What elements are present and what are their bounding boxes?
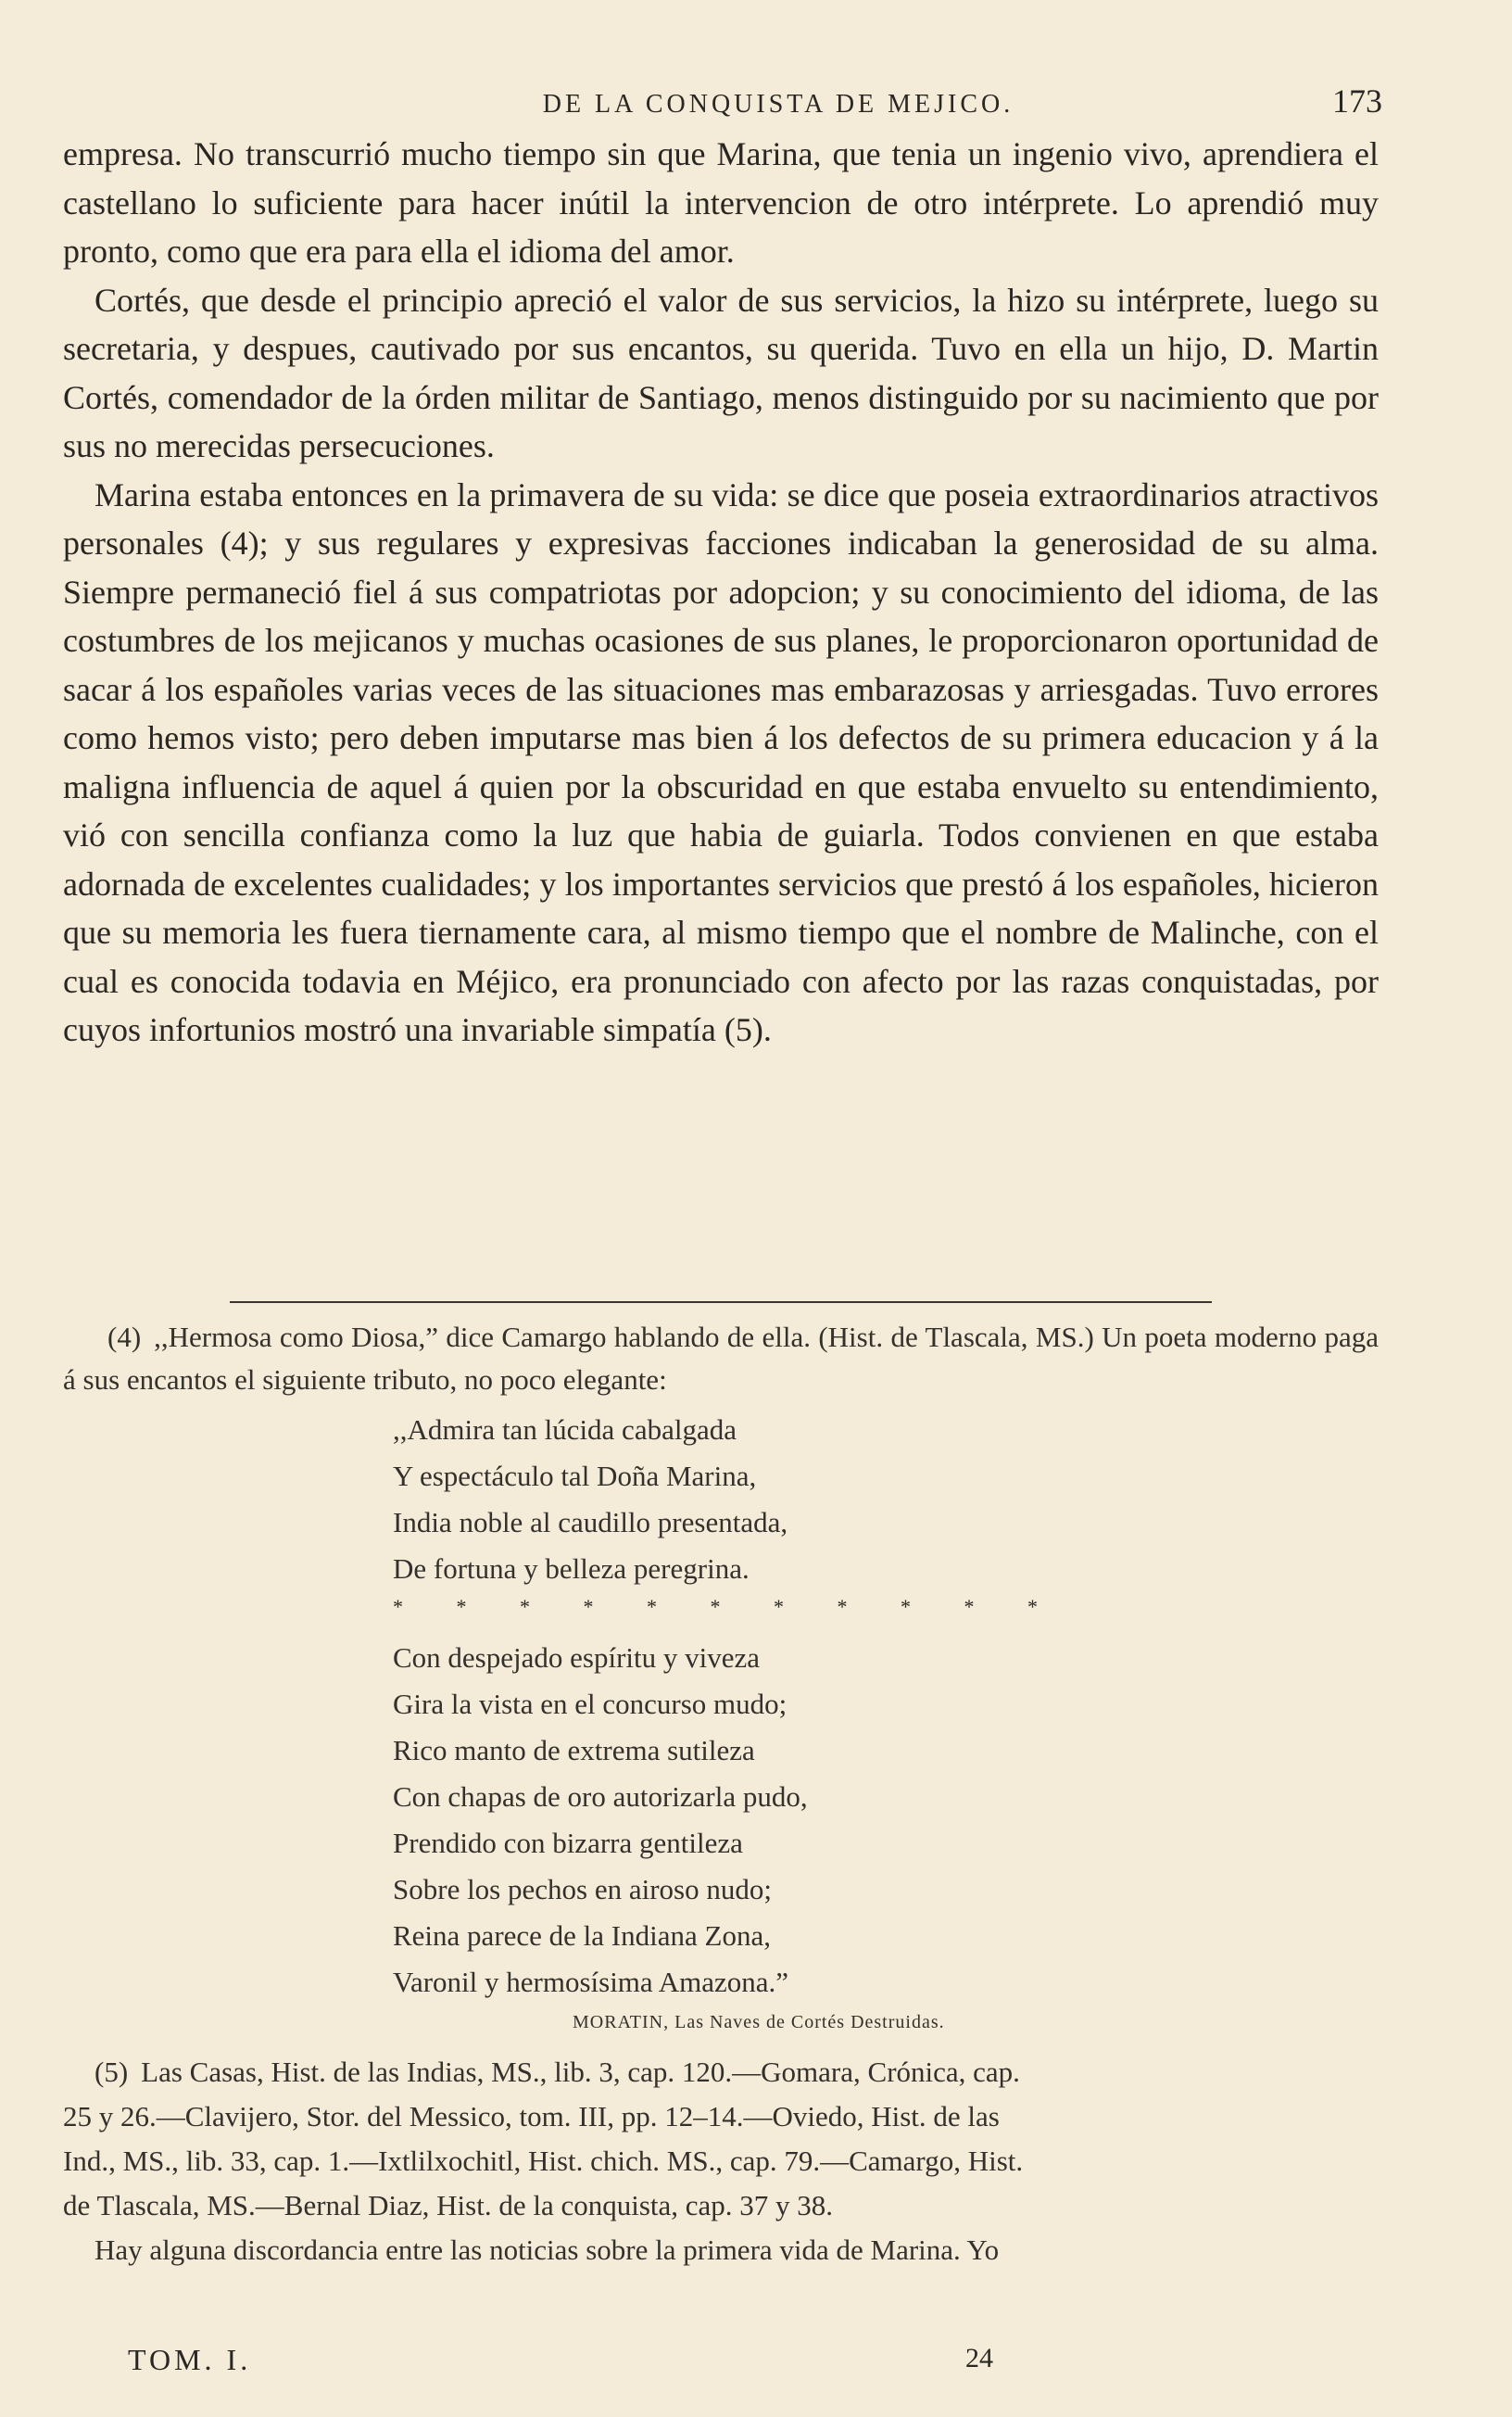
paragraph-1: empresa. No transcurrió mucho tiempo sin que Marina, que tenia un ingenio vivo, aprendiera el castellano lo suficiente para hacer inútil la intervencion de otro intérprete. Lo aprendió muy pronto, como que era para ella el idioma del amor. [63, 135, 1379, 270]
poem [393, 1407, 1379, 2006]
verse-line: ,,Admira tan lúcida cabalgada [393, 1413, 737, 1446]
footnote-5-line: Ind., MS., lib. 33, cap. 1.—Ixtlilxochitl, Hist. chich. MS., cap. 79.—Camargo, Hist. [63, 2145, 1024, 2177]
footnote-5-continuation: Hay alguna discordancia entre las noticias sobre la primera vida de Marina. Yo [94, 2234, 1000, 2266]
verse-line: India noble al caudillo presentada, [393, 1506, 788, 1538]
footnote-5-line-text: Las Casas, Hist. de las Indias, MS., lib. 3, cap. 120.—Gomara, Crónica, cap. [141, 2056, 1020, 2088]
verse-line: Varonil y hermosísima Amazona.” [393, 1966, 789, 1998]
footnote-5-line: de Tlascala, MS.—Bernal Diaz, Hist. de la conquista, cap. 37 y 38. [63, 2189, 834, 2221]
footnote-5-line [63, 2050, 1379, 2094]
footnote-5-number: (5) [94, 2056, 129, 2088]
footnote-separator [230, 1301, 1212, 1303]
running-head [67, 82, 1382, 120]
footnote-4 [63, 1316, 1379, 1401]
verse-line: Prendido con bizarra gentileza [393, 1827, 743, 1859]
footnote-5-line: 25 y 26.—Clavijero, Stor. del Messico, tom. III, pp. 12–14.—Oviedo, Hist. de las [63, 2100, 1000, 2132]
paragraph-2: Cortés, que desde el principio apreció el valor de sus servicios, la hizo su intérprete, luego su secretaria, y despues, cautivado por sus encantos, su querida. Tuvo en ella un hijo, D. Martin Cortés, comendador de la órden militar de Santiago, menos distinguido por su nacimiento que por sus no merecidas persecuciones. [63, 281, 1379, 464]
verse-line: Con despejado espíritu y viveza [393, 1641, 761, 1674]
ellipsis-stars: * * * * * * * * * * * [393, 1595, 1062, 1618]
running-title: DE LA CONQUISTA DE MEJICO. [542, 90, 1014, 119]
verse-line: Y espectáculo tal Doña Marina, [393, 1460, 757, 1492]
footnotes [63, 1316, 1379, 2272]
verse-line: De fortuna y belleza peregrina. [393, 1552, 750, 1585]
paragraph-3: Marina estaba entonces en la primavera de su vida: se dice que poseia extraordinarios atractivos personales (4); y sus regulares y expresivas facciones indicaban la generosidad de su alma. Siempre permaneció fiel á sus compatriotas por adopcion; y su conocimiento del idioma, de las costumbres de los mejicanos y muchas ocasiones de sus planes, le proporcionaron oportunidad de sacar á los españoles varias veces de las situaciones mas embarazosas y arriesgadas. Tuvo errores como hemos visto; pero deben imputarse mas bien á los defectos de su primera educacion y á la maligna influencia de aquel á quien por la obscuridad en que estaba envuelto su entendimiento, vió con sencilla confianza como la luz que habia de guiarla. Todos convienen en que estaba adornada de excelentes cualidades; y los importantes servicios que prestó á los españoles, hicieron que su memoria les fuera tiernamente cara, al mismo tiempo que el nombre de Malinche, con el cual es conocida todavia en Méjico, era pronunciado con afecto por las razas conquistadas, por cuyos infortunios mostró una invariable simpatía (5). [63, 475, 1379, 1048]
verse-line: Rico manto de extrema sutileza [393, 1734, 755, 1766]
footnote-4-number: (4) [107, 1321, 142, 1353]
signature-number: 24 [965, 2343, 993, 2373]
signature-line [128, 2343, 1382, 2377]
footnote-5 [63, 2050, 1379, 2272]
footnote-4-text: ,,Hermosa como Diosa,” dice Camargo hablando de ella. (Hist. de Tlascala, MS.) Un poeta moderno paga á sus encantos el siguiente tributo, no poco elegante: [63, 1321, 1379, 1396]
verse-line: Gira la vista en el concurso mudo; [393, 1688, 788, 1720]
main-text [63, 130, 1379, 1055]
page-number: 173 [1332, 82, 1382, 120]
volume-mark: TOM. I. [128, 2343, 252, 2376]
verse-line: Con chapas de oro autorizarla pudo, [393, 1780, 808, 1813]
verse-line: Reina parece de la Indiana Zona, [393, 1919, 771, 1952]
verse-line: Sobre los pechos en airoso nudo; [393, 1873, 772, 1905]
poem-attribution: MORATIN, Las Naves de Cortés Destruidas. [573, 2012, 945, 2032]
